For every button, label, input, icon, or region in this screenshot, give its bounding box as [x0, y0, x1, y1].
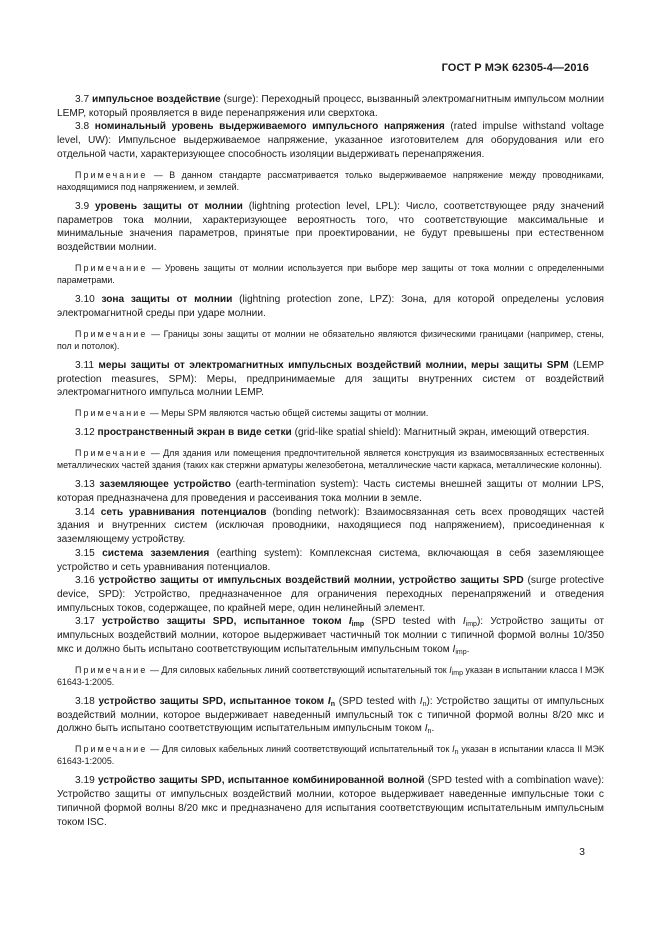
term-title: устройство защиты SPD, испытанное комбинированной волной — [98, 775, 425, 787]
term-title: система заземления — [102, 547, 210, 559]
term-title: пространственный экран в виде сетки — [97, 427, 292, 439]
term-title: заземляющее устройство — [99, 479, 231, 491]
note-3-18: Примечание — Для силовых кабельных линий соответствующий испытательный ток $I_n$ указан в испытании класса II МЭК 61643-1:2005. — [57, 744, 604, 767]
term-3-8: 3.8 номинальный уровень выдерживаемого импульсного напряжения (rated impulse withstand voltage level, UW): Импульсное выдерживаемое напряжение, указанное изготовителем для оборудования или его отдельной части, характеризующее способность изоляции выдерживать перенапряжения. — [57, 121, 605, 160]
term-title: устройство защиты SPD, испытанное током $I_{imp}$ — [101, 616, 365, 629]
note-label: Примечание — [75, 262, 148, 273]
term-3-7: 3.7 импульсное воздействие (surge): Переходный процесс, вызванный электромагнитным импульсом молнии LEMP, который проявляется в виде перенапряжения или сверхтока. — [57, 94, 604, 119]
term-title: зона защиты от молнии — [101, 294, 233, 306]
term-3-12: 3.12 пространственный экран в виде сетки (grid-like spatial shield): Магнитный экран, имеющий отверстия. — [75, 427, 590, 439]
term-3-11: 3.11 меры защиты от электромагнитных импульсных воздействий молнии, меры защиты SPM (LEMP protection measures, SPM): Меры, предпринимаемые для защиты внутренних систем от воздействий электромагнитного импульса молнии LEMP. — [57, 359, 604, 399]
note-3-12: Примечание — Для здания или помещения предпочтительной является конструкция из взаимосвязанных естественных металлических частей здания (таких как стержни арматуры железобетона, металлические части каркаса, металлические колонны). — [57, 447, 604, 471]
term-title: сеть уравнивания потенциалов — [100, 506, 267, 518]
term-title: импульсное воздействие — [92, 94, 221, 105]
term-title: уровень защиты от молнии — [95, 200, 243, 212]
note-3-9: Примечание — Уровень защиты от молнии используется при выборе мер защиты от тока молнии с определенными параметрами. — [57, 262, 604, 285]
term-3-14: 3.14 сеть уравнивания потенциалов (bonding network): Взаимосвязанная сеть всех проводящих частей здания и внутренних систем (исключая проводники, находящиеся под напряжением), присоединенная к заземляющему устройству. — [57, 506, 604, 546]
term-3-17: 3.17 устройство защиты SPD, испытанное током $I_{imp}$ (SPD tested with $I_{imp}$): Устройство защиты от импульсных воздействий молнии, которое выдерживает частичный ток молнии с типичной формой волны 10/350 мкс и должно быть испытано соответствующим испытательным импульсным током $I_{imp}$. — [57, 616, 605, 656]
term-3-10: 3.10 зона защиты от молнии (lightning protection zone, LPZ): Зона, для которой определены условия электромагнитной среды при ударе молнии. — [57, 294, 604, 319]
note-3-10: Примечание — Границы зоны защиты от молнии не обязательно являются физическими границами (например, стены, пол и потолок). — [57, 328, 604, 351]
note-label: Примечание — [75, 408, 148, 419]
page-number: 3 — [579, 846, 585, 858]
term-title: устройство защиты от импульсных воздействий молнии, устройство защиты SPD — [98, 575, 524, 587]
term-3-15: 3.15 система заземления (earthing system): Комплексная система, включающая в себя заземляющее устройство и сеть уравнивания потенциалов. — [57, 547, 604, 573]
note-3-11: Примечание — Меры SPM являются частью общей системы защиты от молнии. — [75, 408, 429, 419]
term-3-19: 3.19 устройство защиты SPD, испытанное комбинированной волной (SPD tested with a combination wave): Устройство защиты от импульсных воздействий молнии, которое выдерживает наведенные импульсные токи с типичной формой волны 8/20 мкс и предназначено для испытания соответствующим испытательным импульсным током ISC. — [57, 775, 605, 828]
note-label: Примечание — [75, 169, 148, 180]
document-body — [57, 93, 604, 829]
note-label: Примечание — [75, 328, 148, 339]
note-label: Примечание — [75, 664, 148, 675]
note-label: Примечание — [75, 447, 148, 458]
note-3-8: Примечание — В данном стандарте рассматривается только выдерживаемое напряжение между проводниками, находящимися под напряжением, и землей. — [57, 169, 604, 192]
note-3-17: Примечание — Для силовых кабельных линий соответствующий испытательный ток $I_{imp}$ указан в испытании класса I МЭК 61643-1:2005. — [57, 664, 604, 687]
term-title: номинальный уровень выдерживаемого импульсного напряжения — [94, 121, 445, 133]
term-3-18: 3.18 устройство защиты SPD, испытанное током $I_n$ (SPD tested with $I_n$): Устройство защиты от импульсных воздействий молнии, которое выдерживает наведенный импульсный ток с типичной формой волны 8/20 мкс и должно быть испытано соответствующим испытательным импульсным током $I_n$. — [57, 695, 604, 736]
note-label: Примечание — [75, 744, 148, 755]
document-header: ГОСТ Р МЭК 62305-4—2016 — [441, 62, 589, 74]
term-3-9: 3.9 уровень защиты от молнии (lightning protection level, LPL): Число, соответствующее ряду значений параметров тока молнии, характеризующее вероятность того, что соответствующие максимальные и минимальные значения параметров, принятые при проектировании, не будут превышены при естественном воздействии молнии. — [57, 200, 604, 254]
term-title: устройство защиты SPD, испытанное током $I_n$ — [98, 695, 335, 708]
term-title: меры защиты от электромагнитных импульсных воздействий молнии, меры защиты SPM — [98, 359, 569, 371]
term-3-16: 3.16 устройство защиты от импульсных воздействий молнии, устройство защиты SPD (surge protective device, SPD): Устройство, предназначенное для ограничения переходных перенапряжений и отведения импульсных токов, содержащее, по крайней мере, один нелинейный элемент. — [57, 575, 604, 614]
term-3-13: 3.13 заземляющее устройство (earth-termination system): Часть системы внешней защиты от молнии LPS, которая предназначена для проведения и рассеивания тока молнии в земле. — [57, 479, 604, 505]
